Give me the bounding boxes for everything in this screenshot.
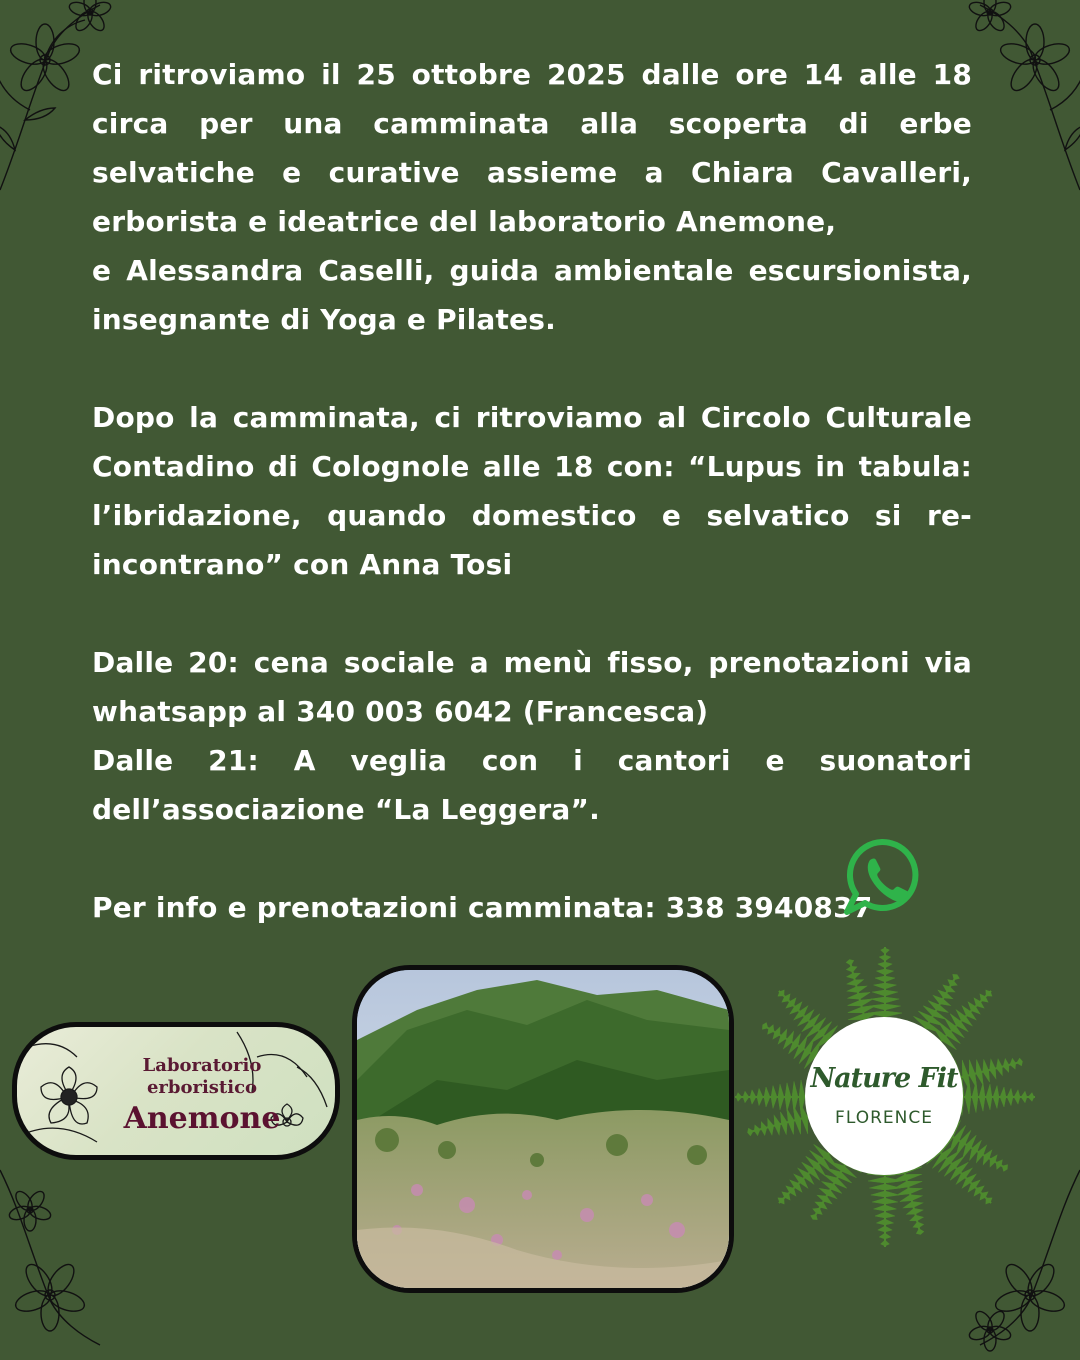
landscape-photo bbox=[352, 965, 734, 1293]
anemone-logo bbox=[12, 1022, 340, 1160]
event-description bbox=[92, 50, 972, 932]
intro-paragraph: Ci ritroviamo il 25 ottobre 2025 dalle ore 14 alle 18 circa per una camminata alla scoperta di erbe selvatiche e curative assieme a Chiara Cavalleri, erborista e ideatrice del laboratorio Anemone, bbox=[92, 58, 972, 238]
dinner-paragraph: Dalle 20: cena sociale a menù fisso, prenotazioni via whatsapp al 340 003 6042 (Francesca) bbox=[92, 646, 972, 728]
naturefit-subtitle: FLORENCE bbox=[835, 1108, 933, 1128]
info-contact-line: Per info e prenotazioni camminata: 338 3940837 bbox=[92, 891, 873, 924]
veglia-paragraph: Dalle 21: A veglia con i cantori e suonatori dell’associazione “La Leggera”. bbox=[92, 744, 972, 826]
anemone-logo-line1: Laboratorio bbox=[142, 1055, 262, 1076]
guide-paragraph: e Alessandra Caselli, guida ambientale escursionista, insegnante di Yoga e Pilates. bbox=[92, 254, 972, 336]
anemone-logo-name: Anemone bbox=[123, 1101, 281, 1136]
flower-corner-bottom-left-icon bbox=[0, 1160, 130, 1360]
whatsapp-icon bbox=[843, 838, 921, 916]
naturefit-title: Nature Fit bbox=[810, 1063, 958, 1094]
naturefit-badge bbox=[805, 1017, 963, 1175]
naturefit-logo bbox=[730, 942, 1040, 1252]
circolo-paragraph: Dopo la camminata, ci ritroviamo al Circolo Culturale Contadino di Colognole alle 18 con: “Lupus in tabula: l’ibridazione, quando domestico e selvatico si re-incontrano” con Anna Tosi bbox=[92, 401, 972, 581]
anemone-logo-line2: erboristico bbox=[146, 1077, 258, 1098]
mountain-meadow-image bbox=[357, 970, 729, 1288]
